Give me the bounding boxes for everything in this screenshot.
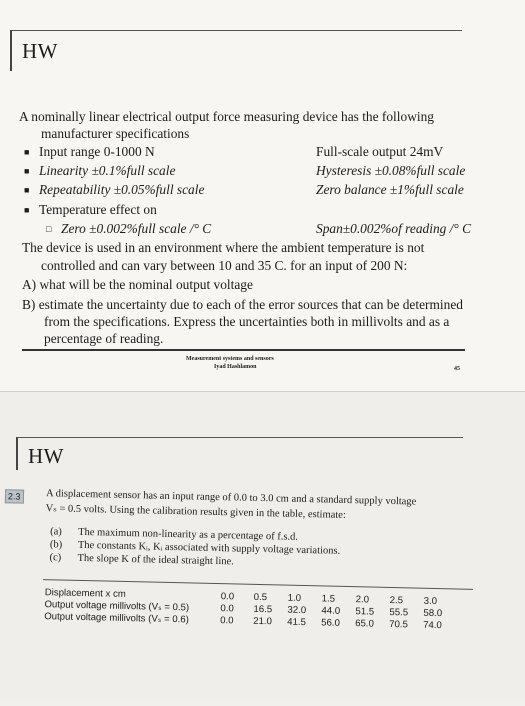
- table-cell: 0.0: [220, 591, 235, 603]
- footer-rule: [22, 349, 465, 351]
- table-row-label: Displacement x cm: [44, 587, 126, 600]
- slide-title-frame: [10, 30, 462, 71]
- problem-2-3: [0, 386, 525, 706]
- item-a-text: The maximum non-linearity as a percentage of f.s.d.: [78, 526, 299, 543]
- spec-full-scale-output: Full-scale output 24mV: [316, 144, 444, 159]
- table-cell: 16.5: [253, 603, 273, 616]
- environment-line-1: The device is used in an environment where the ambient temperature is not: [22, 240, 425, 255]
- table-cell: 65.0: [355, 618, 374, 630]
- table-cell: 21.0: [253, 615, 273, 628]
- intro-line-2: manufacturer specifications: [41, 126, 190, 141]
- table-cell: 3.0: [423, 595, 438, 608]
- spec-temp-zero: Zero ±0.002%full scale /° C: [61, 221, 212, 236]
- table-cell: 0.0: [220, 603, 234, 615]
- bullet-icon: ■: [24, 205, 30, 215]
- table-cell: 55.5: [389, 606, 409, 619]
- slide-title: HW: [28, 444, 64, 468]
- spec-temp-span: Span±0.002%of reading /° C: [316, 221, 472, 236]
- hollow-square-bullet-icon: □: [46, 224, 52, 234]
- question-b-line-2: from the specifications. Express the uncertainties both in millivolts and as a: [44, 314, 450, 329]
- table-cell: 74.0: [423, 619, 442, 632]
- spec-repeatability: Repeatability ±0.05%full scale: [39, 182, 205, 197]
- intro-line-1: A nominally linear electrical output force measuring device has the following: [19, 109, 434, 124]
- table-cell: 0.5: [253, 591, 268, 604]
- problem-statement-line-1: A displacement sensor has an input range of 0.0 to 3.0 cm and a standard supply voltage: [45, 488, 417, 508]
- table-cell: 58.0: [423, 607, 443, 620]
- table-row-label: Output voltage millivolts (Vₛ = 0.6): [44, 611, 189, 626]
- footer-course: Measurement systems and sensors: [186, 356, 274, 362]
- table-cell: 51.5: [355, 606, 375, 618]
- table-cell: 32.0: [287, 604, 307, 617]
- spec-zero-balance: Zero balance ±1%full scale: [316, 182, 464, 197]
- table-cell: 70.5: [389, 618, 408, 631]
- item-b-text: The constants Kᵢ, Kᵢ associated with supply voltage variations.: [77, 539, 341, 557]
- spec-linearity: Linearity ±0.1%full scale: [39, 163, 176, 178]
- spec-temperature-effect: Temperature effect on: [39, 202, 157, 217]
- item-c-text: The slope K of the ideal straight line.: [77, 552, 234, 568]
- bullet-icon: ■: [24, 185, 30, 195]
- environment-line-2: controlled and can vary between 10 and 35 C. for an input of 200 N:: [41, 258, 408, 273]
- table-cell: 44.0: [321, 605, 341, 617]
- table-cell: 41.5: [287, 616, 306, 629]
- footer-author: Iyad Hashlamon: [214, 364, 257, 370]
- item-c-label: (c): [49, 552, 62, 564]
- spec-input-range: Input range 0-1000 N: [39, 144, 155, 159]
- table-cell: 2.5: [389, 594, 404, 607]
- table-row-label: Output voltage millivolts (Vₛ = 0.5): [44, 599, 190, 614]
- bullet-icon: ■: [24, 147, 30, 157]
- page-number: 45: [454, 366, 460, 372]
- problem-statement-line-2: Vₛ = 0.5 volts. Using the calibration results given in the table, estimate:: [45, 503, 346, 521]
- table-cell: 1.0: [287, 592, 302, 604]
- spec-hysteresis: Hysteresis ±0.08%full scale: [316, 163, 466, 178]
- problem-number: 2.3: [5, 489, 24, 503]
- table-cell: 0.0: [220, 615, 234, 627]
- item-a-label: (a): [50, 526, 62, 538]
- item-b-label: (b): [49, 539, 63, 551]
- question-b-line-1: B) estimate the uncertainty due to each of the error sources that can be determined: [22, 297, 463, 312]
- slide-title: HW: [22, 39, 58, 63]
- bullet-icon: ■: [24, 166, 30, 176]
- question-b-line-3: percentage of reading.: [44, 331, 164, 346]
- table-cell: 2.0: [355, 594, 370, 606]
- table-cell: 56.0: [321, 617, 340, 629]
- slide-hw-displacement-sensor: [0, 392, 525, 700]
- question-a: A) what will be the nominal output voltage: [22, 277, 253, 292]
- table-cell: 1.5: [321, 593, 336, 605]
